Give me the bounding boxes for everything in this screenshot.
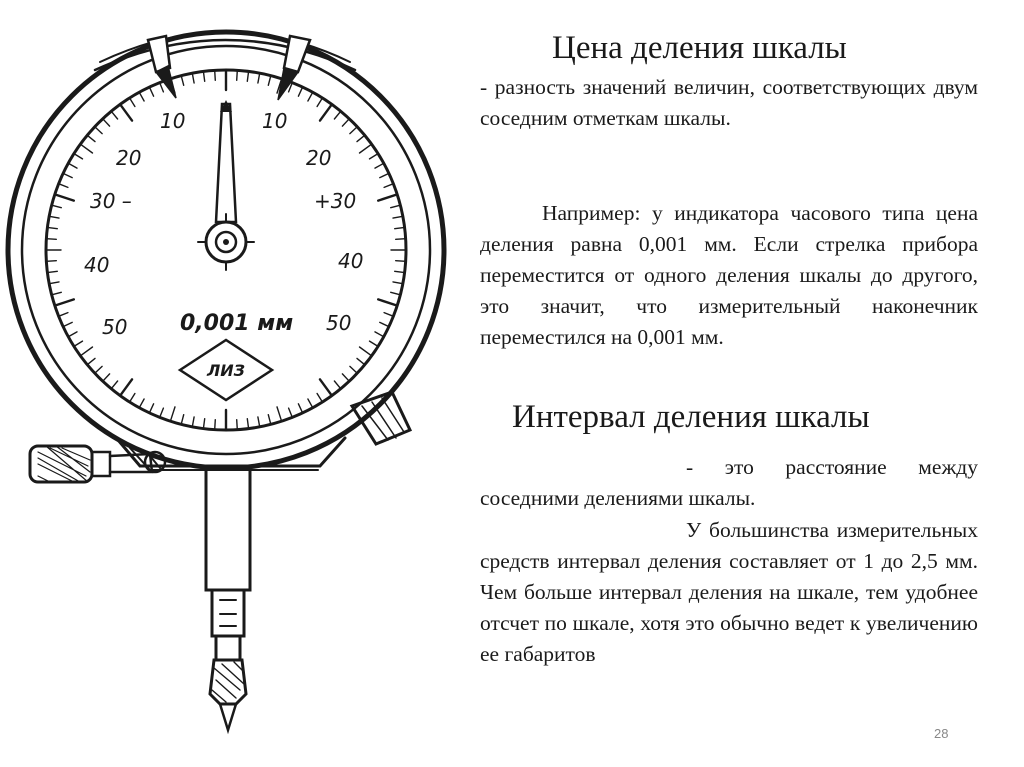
dial-tick bbox=[317, 98, 322, 107]
dial-tick bbox=[334, 381, 340, 389]
dial-indicator-illustration bbox=[0, 20, 470, 745]
definition-division-value: - разность значений величин, соответствующих двум соседним отметкам шкалы. bbox=[480, 75, 978, 130]
dial-tick bbox=[203, 419, 204, 429]
dial-tick bbox=[130, 98, 135, 107]
dial-tick bbox=[396, 261, 406, 262]
dial-tick bbox=[181, 76, 184, 86]
dial-tick bbox=[111, 111, 117, 119]
dial-tick bbox=[149, 404, 153, 413]
dial-tick bbox=[391, 292, 401, 295]
dial-tick bbox=[342, 119, 349, 126]
dial-tick bbox=[139, 92, 144, 101]
dial-tick bbox=[308, 399, 313, 408]
dial-tick bbox=[52, 292, 62, 295]
dial-tick bbox=[52, 205, 62, 208]
gauge-pointer bbox=[216, 104, 236, 222]
dial-tick bbox=[59, 313, 68, 317]
title-division-interval: Интервал деления шкалы bbox=[512, 399, 870, 435]
dial-tick bbox=[268, 415, 271, 425]
dial-tick bbox=[393, 216, 403, 218]
dial-tick bbox=[247, 419, 248, 429]
dial-tick bbox=[47, 227, 57, 228]
dial-tick bbox=[391, 205, 401, 208]
dial-tick bbox=[384, 313, 393, 317]
dial-tick bbox=[396, 239, 406, 240]
example-paragraph: Например: у индикатора часового типа цена деления равна 0,001 мм. Если стрелка прибора переместится от одного деления шкалы до другого, это значит, что измерительный наконечник переместился на 0,001 мм. bbox=[480, 201, 978, 349]
dial-tick bbox=[375, 332, 384, 337]
dial-label-left-50: 50 bbox=[102, 315, 128, 339]
dial-tick bbox=[49, 216, 59, 218]
gauge-logo-text: ЛИЗ bbox=[206, 361, 246, 380]
dial-tick bbox=[192, 73, 194, 83]
dial-label-left-40: 40 bbox=[84, 253, 110, 277]
dial-tick bbox=[63, 322, 72, 326]
dial-tick bbox=[375, 163, 384, 168]
dial-label-left-30: 30 – bbox=[90, 189, 132, 213]
dial-tick bbox=[357, 358, 365, 364]
dial-tick bbox=[370, 154, 379, 159]
dial-tick bbox=[298, 404, 302, 413]
dial-tick bbox=[74, 341, 83, 346]
dial-tick bbox=[370, 341, 379, 346]
dial-tick bbox=[55, 194, 74, 200]
dial-tick bbox=[360, 347, 372, 356]
dial-tick bbox=[378, 299, 397, 305]
dial-tick bbox=[47, 271, 57, 272]
dial-tick bbox=[103, 119, 110, 126]
dial-tick bbox=[120, 379, 132, 395]
dial-tick bbox=[55, 299, 74, 305]
title-division-value: Цена деления шкалы bbox=[552, 30, 847, 66]
dial-tick bbox=[80, 347, 92, 356]
dial-tick bbox=[149, 87, 153, 96]
dial-label-left-20: 20 bbox=[116, 146, 142, 170]
dial-tick bbox=[95, 366, 102, 373]
dial-tick bbox=[317, 394, 322, 403]
dial-tick bbox=[357, 135, 365, 141]
dial-unit-label: 0,001 мм bbox=[180, 311, 294, 336]
dial-tick bbox=[258, 73, 260, 83]
dial-label-right-30: +30 bbox=[314, 189, 357, 213]
dial-tick bbox=[380, 322, 389, 326]
dial-tick bbox=[203, 71, 204, 81]
dial-tick bbox=[258, 417, 260, 427]
dial-tick bbox=[334, 111, 340, 119]
dial-label-right-40: 40 bbox=[338, 249, 364, 273]
dial-tick bbox=[87, 358, 95, 364]
dial-tick bbox=[139, 399, 144, 408]
dial-tick bbox=[59, 184, 68, 188]
dial-tick bbox=[395, 227, 405, 228]
dial-tick bbox=[192, 417, 194, 427]
dial-tick bbox=[378, 194, 397, 200]
dial-tick bbox=[120, 104, 132, 120]
dial-tick bbox=[320, 379, 332, 395]
dial-tick bbox=[103, 374, 110, 381]
dial-tick bbox=[170, 407, 175, 421]
page-number: 28 bbox=[934, 726, 949, 741]
dial-tick bbox=[395, 271, 405, 272]
dial-tick bbox=[360, 144, 372, 153]
dial-tick bbox=[247, 71, 248, 81]
dial-tick bbox=[289, 408, 293, 417]
dial-tick bbox=[46, 239, 56, 240]
definition-division-interval: - это расстояние между соседними делениями шкалы. bbox=[480, 455, 978, 510]
dial-tick bbox=[130, 394, 135, 403]
dial-label-left-10: 10 bbox=[160, 109, 186, 133]
dial-tick bbox=[350, 127, 357, 134]
dial-tick bbox=[215, 420, 216, 430]
dial-tick bbox=[68, 163, 77, 168]
dial-tick bbox=[393, 282, 403, 284]
dial-label-right-20: 20 bbox=[306, 146, 332, 170]
dial-tick bbox=[160, 408, 164, 417]
dial-tick bbox=[181, 415, 184, 425]
dial-tick bbox=[237, 70, 238, 80]
measuring-stem bbox=[206, 470, 250, 590]
dial-tick bbox=[215, 70, 216, 80]
dial-tick bbox=[68, 332, 77, 337]
measuring-tip bbox=[210, 660, 246, 704]
dial-tick bbox=[111, 381, 117, 389]
dial-tick bbox=[87, 135, 95, 141]
tolerance-marker-right bbox=[284, 36, 310, 72]
dial-tick bbox=[350, 366, 357, 373]
dial-tick bbox=[95, 127, 102, 134]
interval-explanation-paragraph: У большинства измерительных средств интервал деления составляет от 1 до 2,5 мм. Чем больше интервал деления на шкале, тем удобнее отсчет по шкале, хотя это обычно ведет к увеличению ее габаритов bbox=[480, 518, 978, 666]
dial-tick bbox=[298, 87, 302, 96]
dial-tick bbox=[342, 374, 349, 381]
dial-tick bbox=[277, 407, 282, 421]
dial-tick bbox=[308, 92, 313, 101]
dial-tick bbox=[160, 83, 164, 92]
dial-tick bbox=[320, 104, 332, 120]
dial-tick bbox=[380, 173, 389, 177]
dial-tick bbox=[268, 76, 271, 86]
dial-tick bbox=[49, 282, 59, 284]
dial-tick bbox=[80, 144, 92, 153]
dial-tick bbox=[46, 261, 56, 262]
dial-tick bbox=[237, 420, 238, 430]
dial-label-right-10: 10 bbox=[262, 109, 288, 133]
dial-tick bbox=[74, 154, 83, 159]
dial-tick bbox=[63, 173, 72, 177]
dial-label-right-50: 50 bbox=[326, 311, 352, 335]
dial-tick bbox=[384, 184, 393, 188]
